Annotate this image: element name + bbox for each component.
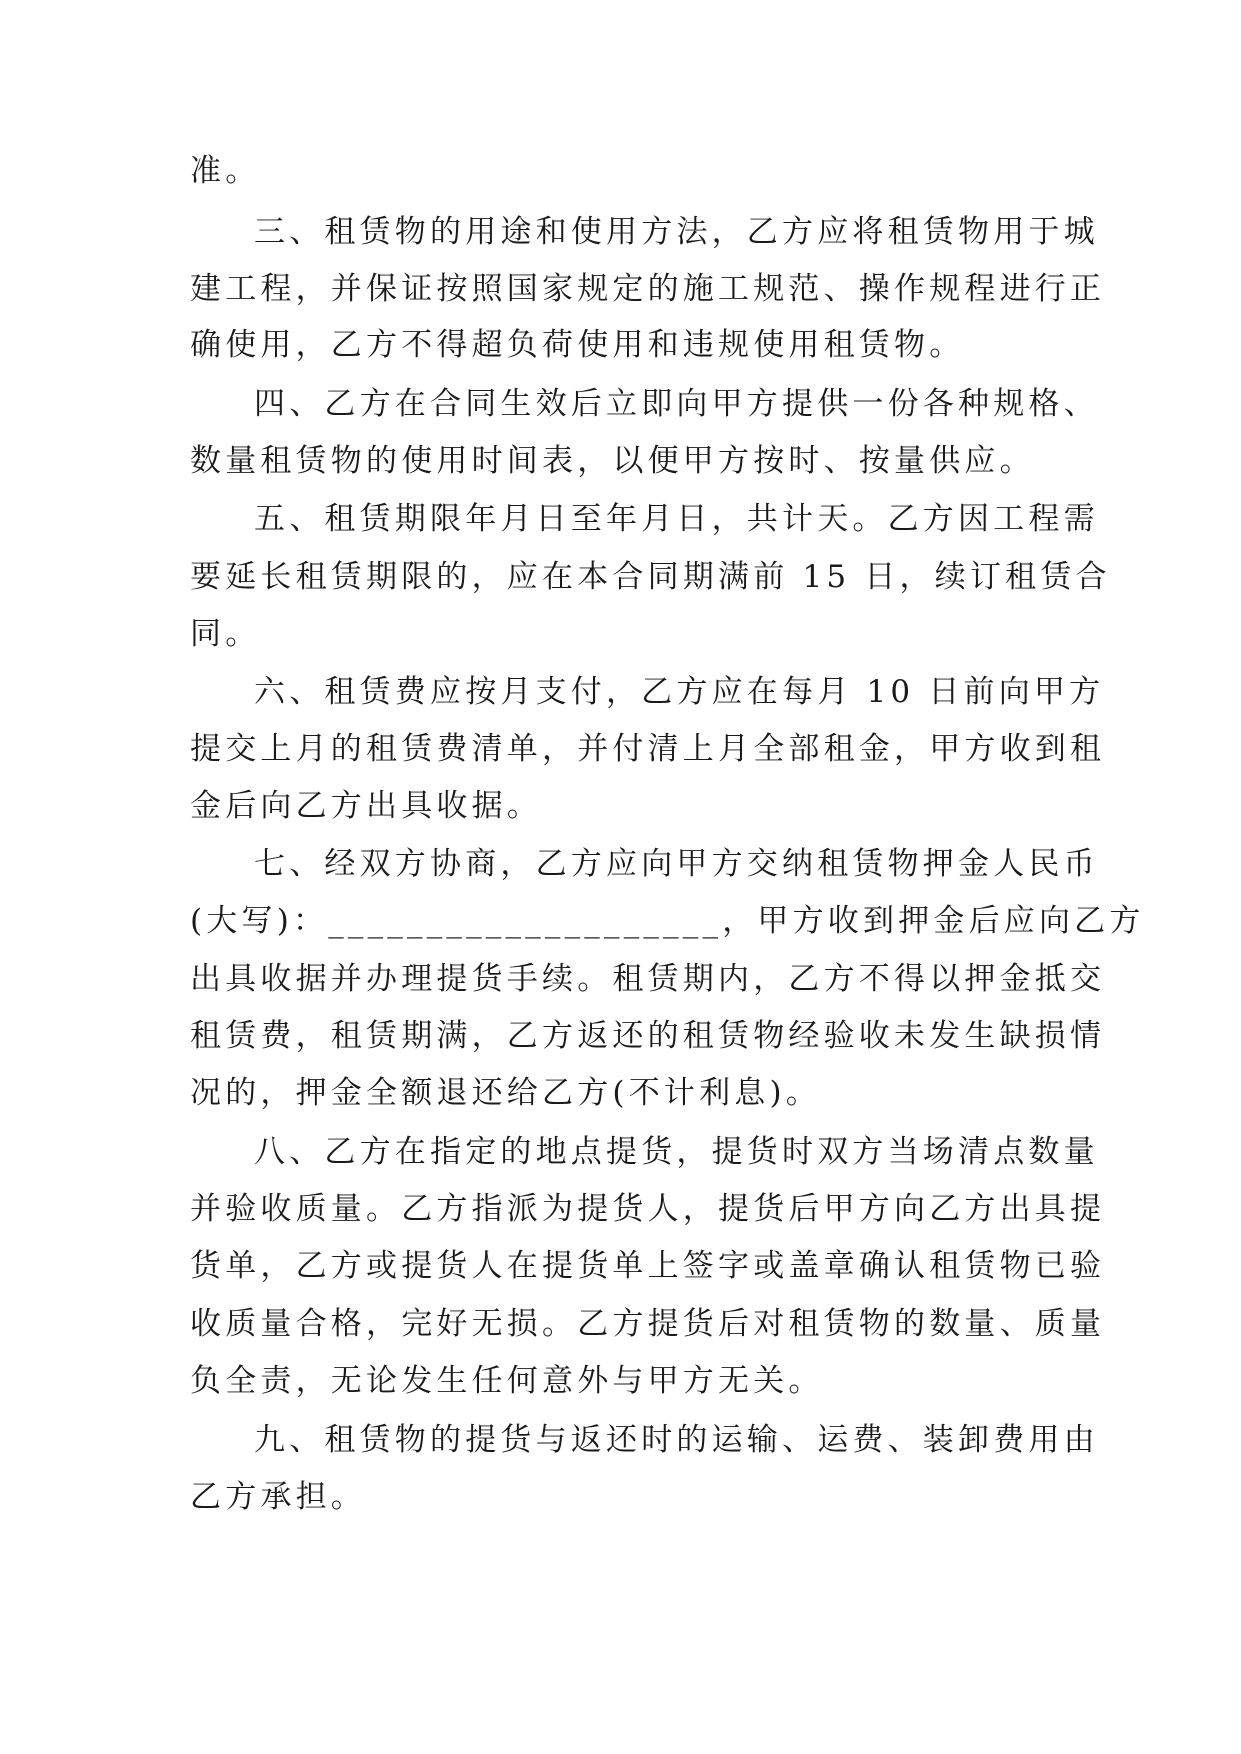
clause-5-line: 同。 <box>190 616 261 652</box>
clause-7-line: 出具收据并办理提货手续。租赁期内，乙方不得以押金抵交 <box>190 961 1106 997</box>
clause-4-line: 数量租赁物的使用时间表，以便甲方按时、按量供应。 <box>190 443 1035 479</box>
clause-3-line: 确使用，乙方不得超负荷使用和违规使用租赁物。 <box>190 327 965 363</box>
clause-9-line: 乙方承担。 <box>190 1479 366 1515</box>
clause-5-line: 五、租赁期限年月日至年月日，共计天。乙方因工程需 <box>254 501 1099 537</box>
clause-9-line: 九、租赁物的提货与返还时的运输、运费、装卸费用由 <box>254 1422 1099 1458</box>
clause-3-line: 建工程，并保证按照国家规定的施工规范、操作规程进行正 <box>190 271 1106 307</box>
clause-6-line: 金后向乙方出具收据。 <box>190 788 542 824</box>
clause-8-line: 货单，乙方或提货人在提货单上签字或盖章确认租赁物已验 <box>190 1248 1106 1284</box>
clause-8-line: 并验收质量。乙方指派为提货人，提货后甲方向乙方出具提 <box>190 1191 1106 1227</box>
clause-7-line: 况的，押金全额退还给乙方(不计利息)。 <box>190 1075 821 1111</box>
clause-6-line: 六、租赁费应按月支付，乙方应在每月 10 日前向甲方 <box>254 674 1105 710</box>
clause-7-line: 七、经双方协商，乙方应向甲方交纳租赁物押金人民币 <box>254 846 1099 882</box>
text-line: 准。 <box>190 153 261 189</box>
clause-3-line: 三、租赁物的用途和使用方法，乙方应将租赁物用于城 <box>254 214 1099 250</box>
clause-6-line: 提交上月的租赁费清单，并付清上月全部租金，甲方收到租 <box>190 731 1106 767</box>
clause-8-line: 收质量合格，完好无损。乙方提货后对租赁物的数量、质量 <box>190 1306 1106 1342</box>
clause-8-line: 负全责，无论发生任何意外与甲方无关。 <box>190 1363 824 1399</box>
clause-4-line: 四、乙方在合同生效后立即向甲方提供一份各种规格、 <box>254 386 1099 422</box>
clause-7-line: (大写)：____________________，甲方收到押金后应向乙方 <box>190 903 1145 939</box>
clause-5-line: 要延长租赁期限的，应在本合同期满前 15 日，续订租赁合 <box>190 559 1111 595</box>
clause-8-line: 八、乙方在指定的地点提货，提货时双方当场清点数量 <box>254 1134 1099 1170</box>
clause-7-line: 租赁费，租赁期满，乙方返还的租赁物经验收未发生缺损情 <box>190 1018 1106 1054</box>
